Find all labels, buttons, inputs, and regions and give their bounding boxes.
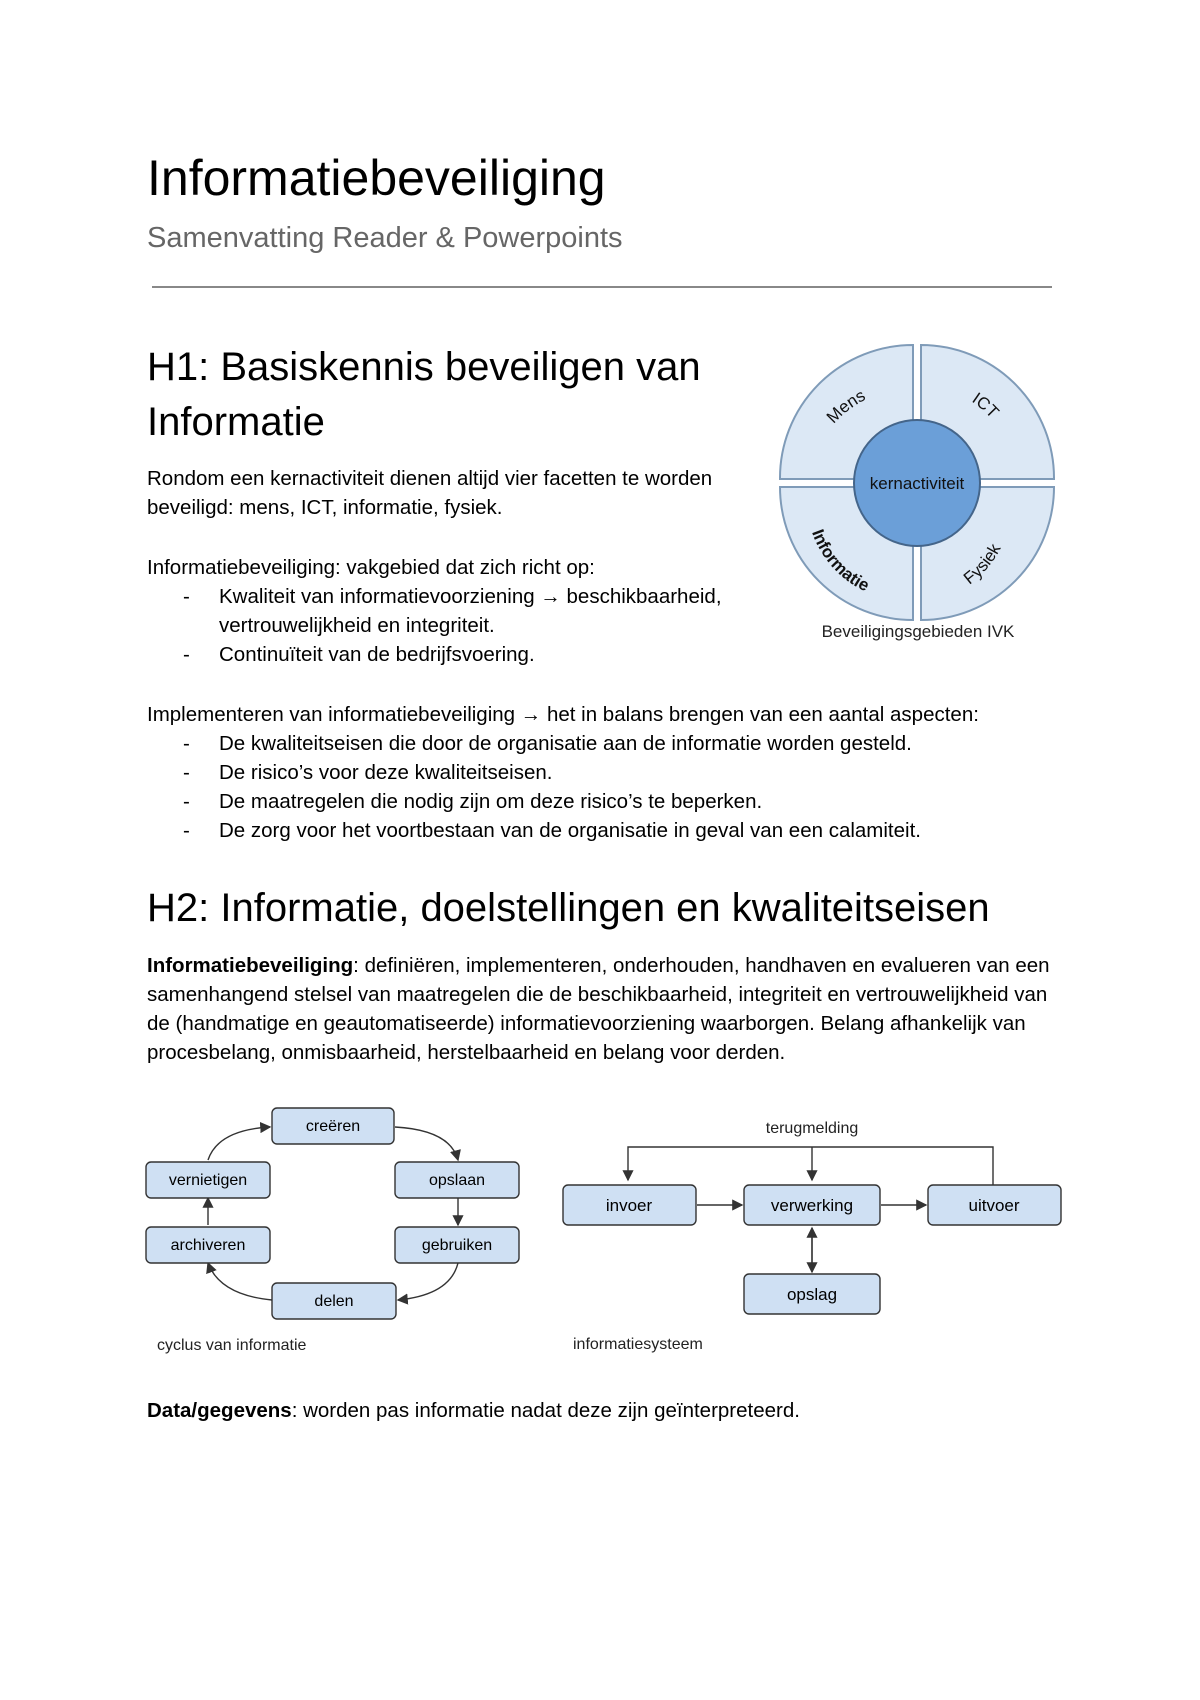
ivk-label-ict: ICT <box>968 388 1003 422</box>
h1-intro: Rondom een kernactiviteit dienen altijd vier facetten te worden beveiligd: mens, ICT, informatie, fysiek. <box>147 467 713 519</box>
h1-focus-lead: Informatiebeveiliging: vakgebied dat zich richt op: <box>147 556 595 579</box>
svg-text:delen: delen <box>314 1293 354 1310</box>
h1-impl-list <box>147 729 1067 845</box>
system-node-opslag <box>744 1274 880 1314</box>
title-divider <box>152 286 1052 288</box>
cycle-node-delen <box>272 1283 396 1319</box>
svg-text:creëren: creëren <box>305 1118 361 1135</box>
system-node-uitvoer <box>928 1185 1061 1225</box>
list-item: - Continuïteit van de bedrijfsvoering. <box>147 640 787 669</box>
data-term: Data/gegevens <box>147 1399 292 1422</box>
h1-heading: H1: Basiskennis beveiligen van Informatie <box>147 345 701 444</box>
document-subtitle: Samenvatting Reader & Powerpoints <box>147 222 623 254</box>
data-definition <box>147 1396 1067 1425</box>
cycle-arrow <box>398 1263 458 1300</box>
cycle-arrow <box>208 1263 272 1300</box>
svg-text:invoer: invoer <box>605 1196 653 1215</box>
system-node-invoer <box>563 1185 696 1225</box>
list-item: - De risico’s voor deze kwaliteitseisen. <box>147 758 1067 787</box>
cycle-node-archiveren <box>146 1227 270 1263</box>
system-diagram <box>560 1110 1070 1360</box>
definition-text: : definiëren, implementeren, onderhouden, handhaven en evalueren van een samenhangend stelsel van maatregelen die de beschikbaarheid, integriteit en vertrouwelijkheid van de (handmatige en geautomatiseerde) informatievoorziening waarborgen. Belang afhankelijk van procesbelang, onmisbaarheid, herstelbaarheid en belang voor derden. <box>147 954 1050 1064</box>
h1-focus-block <box>147 553 787 669</box>
list-item: - Kwaliteit van informatievoorziening → beschikbaarheid, vertrouwelijkheid en integriteit. <box>147 582 787 640</box>
system-caption: informatiesysteem <box>573 1336 703 1353</box>
cycle-node-creeren <box>272 1108 394 1144</box>
ivk-label-informatie: Informatie <box>808 526 873 596</box>
cycle-arrow <box>395 1127 458 1160</box>
svg-text:vernietigen: vernietigen <box>168 1172 248 1189</box>
system-node-verwerking <box>744 1185 880 1225</box>
svg-text:gebruiken: gebruiken <box>421 1237 493 1254</box>
ivk-caption: Beveiligingsgebieden IVK <box>821 622 1015 641</box>
feedback-arrow <box>628 1147 993 1185</box>
h2-heading: H2: Informatie, doelstellingen en kwaliteitseisen <box>147 886 990 930</box>
svg-text:archiveren: archiveren <box>170 1237 246 1254</box>
ivk-core-label: kernactiviteit <box>869 474 965 493</box>
cycle-node-vernietigen <box>146 1162 270 1198</box>
svg-text:opslag: opslag <box>786 1285 838 1304</box>
svg-text:uitvoer: uitvoer <box>968 1196 1020 1215</box>
ivk-label-fysiek: Fysiek <box>960 540 1005 589</box>
cycle-diagram <box>140 1100 540 1360</box>
h1-focus-list <box>147 582 787 669</box>
list-item: - De kwaliteitseisen die door de organisatie aan de informatie worden gesteld. <box>147 729 1067 758</box>
cycle-caption: cyclus van informatie <box>157 1337 307 1354</box>
h2-definition <box>147 951 1067 1067</box>
feedback-label: terugmelding <box>765 1120 859 1137</box>
document-title: Informatiebeveiliging <box>147 150 606 206</box>
list-item: - De zorg voor het voortbestaan van de organisatie in geval van een calamiteit. <box>147 816 1067 845</box>
ivk-label-mens: Mens <box>822 385 869 427</box>
h1-impl-lead: Implementeren van informatiebeveiliging → het in balans brengen van een aantal aspecten: <box>147 703 979 726</box>
h1-impl-block <box>147 700 1067 845</box>
cycle-arrow <box>208 1127 270 1160</box>
data-text: : worden pas informatie nadat deze zijn geïnterpreteerd. <box>291 1399 800 1422</box>
svg-text:verwerking: verwerking <box>770 1196 854 1215</box>
definition-term: Informatiebeveiliging <box>147 954 354 977</box>
svg-text:opslaan: opslaan <box>428 1172 486 1189</box>
ivk-diagram <box>770 335 1070 645</box>
cycle-node-opslaan <box>395 1162 519 1198</box>
cycle-node-gebruiken <box>395 1227 519 1263</box>
list-item: - De maatregelen die nodig zijn om deze risico’s te beperken. <box>147 787 1067 816</box>
